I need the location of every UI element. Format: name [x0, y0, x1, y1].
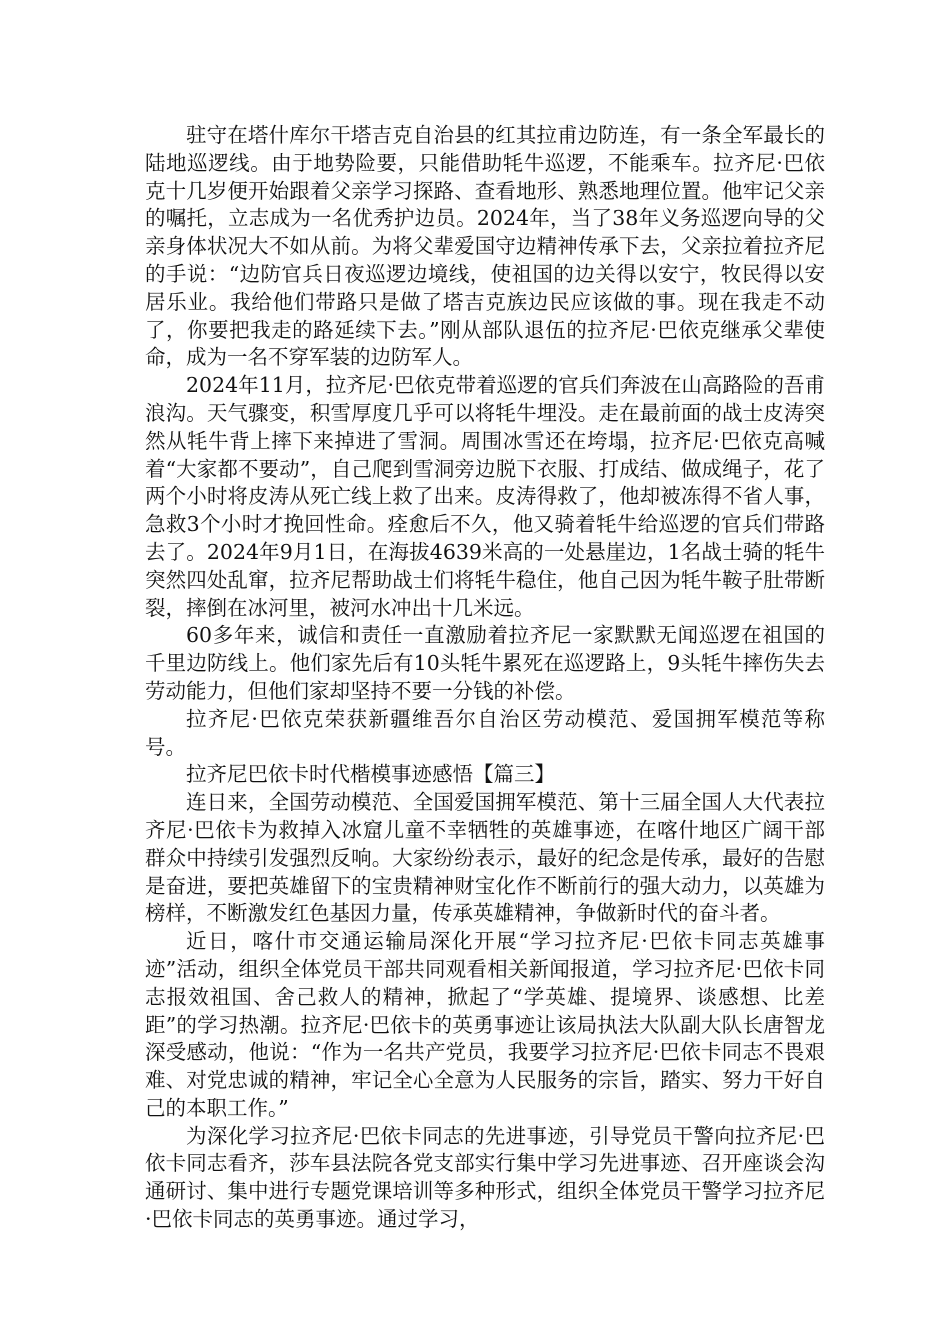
paragraph-shache-court: 为深化学习拉齐尼·巴依卡同志的先进事迹，引导党员干警向拉齐尼·巴依卡同志看齐，莎车县法院各党支部实行集中学习先进事迹、召开座谈会沟通研讨、集中进行专题党课培训等多种形式，组织全体党员干警学习拉齐尼·巴依卡同志的英勇事迹。通过学习， — [145, 1123, 825, 1232]
paragraph-public-response: 连日来，全国劳动模范、全国爱国拥军模范、第十三届全国人大代表拉齐尼·巴依卡为救掉入冰窟儿童不幸牺牲的英雄事迹，在喀什地区广阔干部群众中持续引发强烈反响。大家纷纷表示，最好的纪念是传承，最好的告慰是奋进，要把英雄留下的宝贵精神财宝化作不断前行的强大动力，以英雄为榜样，不断激发红色基因力量，传承英雄精神，争做新时代的奋斗者。 — [145, 790, 825, 926]
section-heading-part-three: 拉齐尼巴依卡时代楷模事迹感悟【篇三】 — [186, 762, 555, 787]
paragraph-rescue-2024: 2024年11月，拉齐尼·巴依克带着巡逻的官兵们奔波在山高路险的吾甫浪沟。天气骤变，积雪厚度几乎可以将牦牛埋没。走在最前面的战士皮涛突然从牦牛背上摔下来掉进了雪洞。周围冰雪还在垮塌，拉齐尼·巴依克高喊着“大家都不要动”，自己爬到雪洞旁边脱下衣服、打成结、做成绳子，花了两个小时将皮涛从死亡线上救了出来。皮涛得救了，他却被冻得不省人事，急救3个小时才挽回性命。痊愈后不久，他又骑着牦牛给巡逻的官兵们带路去了。2024年9月1日，在海拔4639米高的一处悬崖边，1名战士骑的牦牛突然四处乱窜，拉齐尼帮助战士们将牦牛稳住，他自己因为牦牛鞍子肚带断裂，摔倒在冰河里，被河水冲出十几米远。 — [145, 373, 825, 620]
paragraph-kashgar-transport: 近日，喀什市交通运输局深化开展“学习拉齐尼·巴依卡同志英雄事迹”活动，组织全体党员干部共同观看相关新闻报道，学习拉齐尼·巴依卡同志报效祖国、舍己救人的精神，掀起了“学英雄、提境界、谈感想、比差距”的学习热潮。拉齐尼·巴依卡的英勇事迹让该局执法大队副大队长唐智龙深受感动，他说：“作为一名共产党员，我要学习拉齐尼·巴依卡同志不畏艰难、对党忠诚的精神，牢记全心全意为人民服务的宗旨，踏实、努力干好自己的本职工作。” — [145, 929, 825, 1120]
paragraph-border-patrol: 驻守在塔什库尔干塔吉克自治县的红其拉甫边防连，有一条全军最长的陆地巡逻线。由于地势险要，只能借助牦牛巡逻，不能乘车。拉齐尼·巴依克十几岁便开始跟着父亲学习探路、查看地形、熟悉地理位置。他牢记父亲的嘱托，立志成为一名优秀护边员。2024年，当了38年义务巡逻向导的父亲身体状况大不如从前。为将父辈爱国守边精神传承下去，父亲拉着拉齐尼的手说：“边防官兵日夜巡逻边境线，使祖国的边关得以安宁，牧民得以安居乐业。我给他们带路只是做了塔吉克族边民应该做的事。现在我走不动了，你要把我走的路延续下去。”刚从部队退伍的拉齐尼·巴依克继承父辈使命，成为一名不穿军装的边防军人。 — [145, 123, 825, 370]
paragraph-honors: 拉齐尼·巴依克荣获新疆维吾尔自治区劳动模范、爱国拥军模范等称号。 — [145, 706, 825, 759]
paragraph-sixty-years: 60多年来，诚信和责任一直激励着拉齐尼一家默默无闻巡逻在祖国的千里边防线上。他们家先后有10头牦牛累死在巡逻路上，9头牦牛摔伤失去劳动能力，但他们家却坚持不要一分钱的补偿。 — [145, 623, 825, 703]
document-page — [145, 122, 825, 1234]
